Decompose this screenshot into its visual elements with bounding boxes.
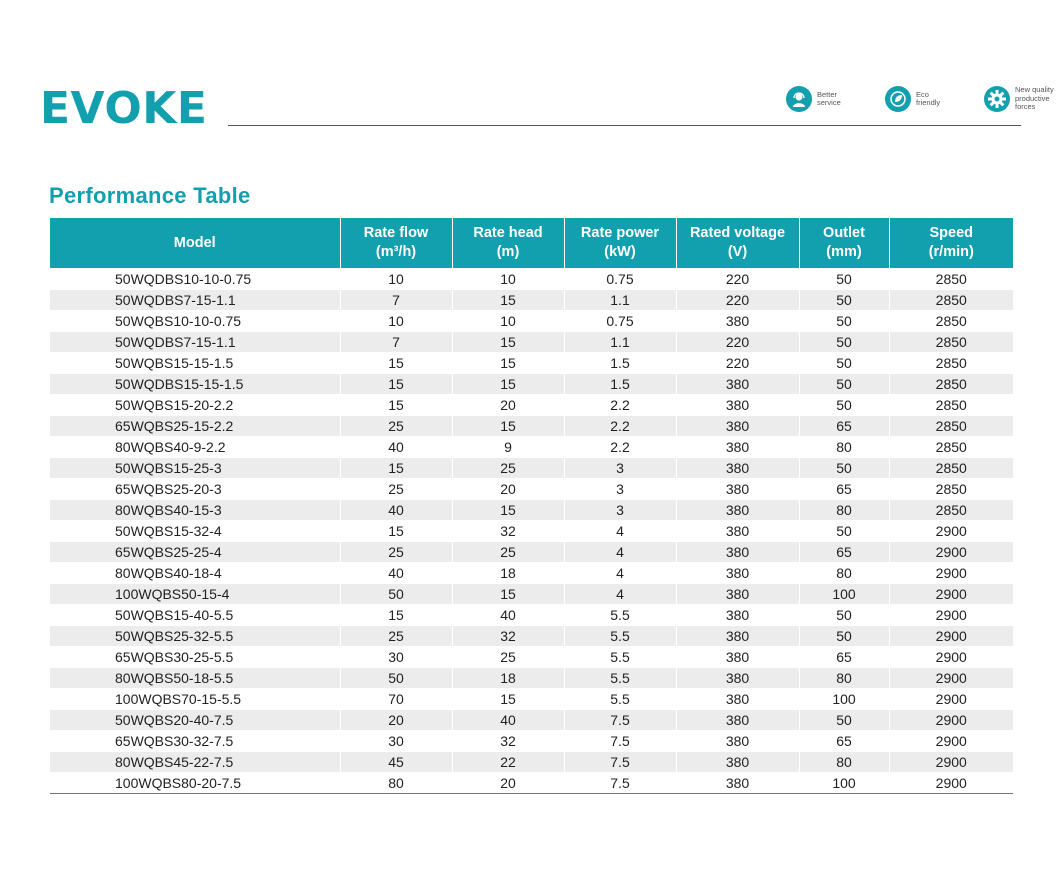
badge-label: Better service [817,89,841,107]
model-cell: 50WQBS15-32-4 [50,521,340,542]
model-cell: 100WQBS80-20-7.5 [50,773,340,794]
rate-head-cell: 20 [452,395,564,416]
column-header-title: Rate head [473,225,543,241]
rated-voltage-cell: 380 [676,458,799,479]
rated-voltage-cell: 380 [676,773,799,794]
outlet-cell: 80 [799,563,889,584]
rate-head-cell: 32 [452,521,564,542]
outlet-cell: 100 [799,689,889,710]
outlet-cell: 50 [799,626,889,647]
speed-cell: 2900 [889,773,1013,794]
table-row [50,605,1013,626]
speed-cell: 2900 [889,752,1013,773]
model-cell: 50WQDBS15-15-1.5 [50,374,340,395]
model-cell: 50WQDBS7-15-1.1 [50,332,340,353]
table-row [50,773,1013,794]
rate-flow-cell: 15 [340,605,452,626]
rate-power-cell: 4 [564,542,676,563]
rate-flow-cell: 15 [340,353,452,374]
rated-voltage-cell: 380 [676,605,799,626]
outlet-cell: 100 [799,773,889,794]
model-cell: 80WQBS50-18-5.5 [50,668,340,689]
rate-flow-cell: 25 [340,542,452,563]
speed-cell: 2900 [889,584,1013,605]
speed-cell: 2900 [889,731,1013,752]
speed-cell: 2900 [889,626,1013,647]
rate-flow-cell: 10 [340,269,452,290]
rate-head-cell: 15 [452,416,564,437]
speed-cell: 2850 [889,479,1013,500]
model-cell: 65WQBS25-15-2.2 [50,416,340,437]
rated-voltage-cell: 380 [676,311,799,332]
model-cell: 65WQBS25-20-3 [50,479,340,500]
rate-flow-cell: 30 [340,647,452,668]
model-cell: 65WQBS25-25-4 [50,542,340,563]
model-cell: 80WQBS40-15-3 [50,500,340,521]
model-cell: 50WQBS10-10-0.75 [50,311,340,332]
outlet-cell: 65 [799,479,889,500]
outlet-cell: 50 [799,710,889,731]
rate-power-cell: 7.5 [564,752,676,773]
table-row [50,479,1013,500]
model-cell: 80WQBS40-18-4 [50,563,340,584]
rate-head-cell: 18 [452,563,564,584]
model-cell: 50WQBS15-25-3 [50,458,340,479]
table-row [50,332,1013,353]
table-row [50,374,1013,395]
rate-head-cell: 15 [452,290,564,311]
rate-flow-cell: 50 [340,584,452,605]
table-row [50,668,1013,689]
rated-voltage-cell: 380 [676,374,799,395]
rate-power-cell: 4 [564,584,676,605]
speed-cell: 2900 [889,521,1013,542]
table-row [50,311,1013,332]
rate-power-cell: 2.2 [564,395,676,416]
rate-power-cell: 1.5 [564,374,676,395]
eco-leaf-icon [885,86,911,112]
rate-flow-cell: 25 [340,416,452,437]
outlet-cell: 80 [799,752,889,773]
badge-new-quality [984,86,1060,112]
rate-power-cell: 3 [564,479,676,500]
rate-head-cell: 25 [452,542,564,563]
rated-voltage-cell: 380 [676,731,799,752]
rate-flow-cell: 40 [340,563,452,584]
speed-cell: 2900 [889,542,1013,563]
model-cell: 50WQDBS7-15-1.1 [50,290,340,311]
badge-label: Eco friendly [916,89,941,107]
speed-cell: 2850 [889,395,1013,416]
column-header-title: Speed [929,225,973,241]
rate-power-cell: 1.1 [564,290,676,311]
model-cell: 50WQBS15-40-5.5 [50,605,340,626]
rated-voltage-cell: 380 [676,752,799,773]
rate-head-cell: 15 [452,689,564,710]
rated-voltage-cell: 220 [676,269,799,290]
rate-head-cell: 10 [452,311,564,332]
rate-power-cell: 2.2 [564,437,676,458]
header-divider [228,125,1021,126]
table-row [50,500,1013,521]
badge-better-service [786,86,865,112]
rate-power-cell: 3 [564,458,676,479]
column-header-unit: (V) [727,244,748,260]
column-header [50,218,340,269]
rate-head-cell: 9 [452,437,564,458]
table-row [50,521,1013,542]
outlet-cell: 65 [799,416,889,437]
outlet-cell: 50 [799,605,889,626]
rate-head-cell: 15 [452,584,564,605]
performance-table [50,218,1013,794]
speed-cell: 2850 [889,374,1013,395]
outlet-cell: 80 [799,668,889,689]
brand-logo: EVOKE [40,83,208,134]
table-row [50,458,1013,479]
speed-cell: 2900 [889,605,1013,626]
rate-flow-cell: 7 [340,290,452,311]
outlet-cell: 80 [799,437,889,458]
rate-head-cell: 15 [452,332,564,353]
column-header-unit: (m) [496,244,520,260]
rate-head-cell: 22 [452,752,564,773]
speed-cell: 2850 [889,269,1013,290]
model-cell: 50WQBS25-32-5.5 [50,626,340,647]
outlet-cell: 50 [799,353,889,374]
rate-power-cell: 0.75 [564,269,676,290]
rate-flow-cell: 45 [340,752,452,773]
outlet-cell: 80 [799,500,889,521]
rate-head-cell: 32 [452,731,564,752]
outlet-cell: 65 [799,542,889,563]
column-header-unit: (m³/h) [375,244,417,260]
column-header [340,218,452,269]
column-header-title: Model [173,234,216,251]
speed-cell: 2900 [889,689,1013,710]
column-header [799,218,889,269]
outlet-cell: 50 [799,458,889,479]
rate-power-cell: 1.1 [564,332,676,353]
speed-cell: 2850 [889,332,1013,353]
rated-voltage-cell: 380 [676,647,799,668]
column-header-title: Outlet [823,225,865,241]
speed-cell: 2850 [889,311,1013,332]
outlet-cell: 50 [799,290,889,311]
model-cell: 65WQBS30-32-7.5 [50,731,340,752]
outlet-cell: 50 [799,374,889,395]
column-header [676,218,799,269]
table-row [50,626,1013,647]
rated-voltage-cell: 380 [676,395,799,416]
rated-voltage-cell: 380 [676,710,799,731]
rate-head-cell: 32 [452,626,564,647]
rate-head-cell: 20 [452,479,564,500]
table-row [50,353,1013,374]
speed-cell: 2850 [889,416,1013,437]
rated-voltage-cell: 220 [676,353,799,374]
rate-flow-cell: 15 [340,521,452,542]
rated-voltage-cell: 380 [676,521,799,542]
table-row [50,542,1013,563]
rate-flow-cell: 50 [340,668,452,689]
rate-power-cell: 7.5 [564,710,676,731]
model-cell: 80WQBS40-9-2.2 [50,437,340,458]
rate-head-cell: 40 [452,605,564,626]
rate-flow-cell: 25 [340,479,452,500]
rate-flow-cell: 80 [340,773,452,794]
headset-service-icon [786,86,812,112]
rate-power-cell: 7.5 [564,773,676,794]
table-row [50,647,1013,668]
table-row [50,437,1013,458]
rate-power-cell: 2.2 [564,416,676,437]
rate-flow-cell: 15 [340,374,452,395]
outlet-cell: 50 [799,521,889,542]
rate-power-cell: 4 [564,563,676,584]
rate-power-cell: 5.5 [564,689,676,710]
table-body [50,269,1013,794]
rate-power-cell: 5.5 [564,668,676,689]
model-cell: 50WQBS20-40-7.5 [50,710,340,731]
rate-flow-cell: 15 [340,458,452,479]
speed-cell: 2900 [889,563,1013,584]
rated-voltage-cell: 380 [676,563,799,584]
table-row [50,395,1013,416]
rate-flow-cell: 70 [340,689,452,710]
table-header-row [50,218,1013,269]
rated-voltage-cell: 380 [676,416,799,437]
speed-cell: 2850 [889,437,1013,458]
rated-voltage-cell: 220 [676,332,799,353]
rated-voltage-cell: 380 [676,626,799,647]
outlet-cell: 50 [799,269,889,290]
model-cell: 65WQBS30-25-5.5 [50,647,340,668]
outlet-cell: 50 [799,311,889,332]
outlet-cell: 65 [799,731,889,752]
gear-icon [984,86,1010,112]
rated-voltage-cell: 380 [676,437,799,458]
badge-label: New quality productive forces [1015,85,1054,112]
table-row [50,752,1013,773]
speed-cell: 2900 [889,647,1013,668]
column-header [452,218,564,269]
rated-voltage-cell: 380 [676,584,799,605]
table-row [50,290,1013,311]
rate-head-cell: 18 [452,668,564,689]
rate-power-cell: 5.5 [564,647,676,668]
rate-head-cell: 15 [452,374,564,395]
rated-voltage-cell: 380 [676,479,799,500]
column-header-unit: (kW) [604,244,636,260]
table-row [50,584,1013,605]
column-header-title: Rate flow [363,225,429,241]
rate-head-cell: 40 [452,710,564,731]
section-title: Performance Table [49,183,251,208]
speed-cell: 2850 [889,458,1013,479]
model-cell: 100WQBS70-15-5.5 [50,689,340,710]
outlet-cell: 100 [799,584,889,605]
rate-head-cell: 25 [452,647,564,668]
speed-cell: 2900 [889,668,1013,689]
rate-power-cell: 4 [564,521,676,542]
table-row [50,689,1013,710]
feature-badges [786,86,1060,112]
table-row [50,710,1013,731]
speed-cell: 2850 [889,290,1013,311]
rate-flow-cell: 40 [340,500,452,521]
model-cell: 50WQBS15-20-2.2 [50,395,340,416]
model-cell: 50WQDBS10-10-0.75 [50,269,340,290]
column-header [564,218,676,269]
speed-cell: 2850 [889,500,1013,521]
rate-flow-cell: 15 [340,395,452,416]
column-header-title: Rated voltage [689,225,786,241]
rate-head-cell: 25 [452,458,564,479]
rated-voltage-cell: 380 [676,689,799,710]
rate-power-cell: 3 [564,500,676,521]
rate-head-cell: 20 [452,773,564,794]
rate-flow-cell: 10 [340,311,452,332]
badge-eco-friendly [885,86,964,112]
rate-head-cell: 10 [452,269,564,290]
rated-voltage-cell: 380 [676,668,799,689]
rate-flow-cell: 40 [340,437,452,458]
outlet-cell: 65 [799,647,889,668]
column-header-title: Rate power [580,225,660,241]
rate-flow-cell: 20 [340,710,452,731]
table-row [50,416,1013,437]
rated-voltage-cell: 380 [676,500,799,521]
rate-head-cell: 15 [452,353,564,374]
rate-power-cell: 0.75 [564,311,676,332]
rate-power-cell: 7.5 [564,731,676,752]
model-cell: 100WQBS50-15-4 [50,584,340,605]
rate-power-cell: 5.5 [564,626,676,647]
column-header [889,218,1013,269]
column-header-unit: (r/min) [928,244,974,260]
rate-flow-cell: 7 [340,332,452,353]
rate-flow-cell: 30 [340,731,452,752]
rated-voltage-cell: 220 [676,290,799,311]
table-row [50,269,1013,290]
column-header-unit: (mm) [826,244,862,260]
rated-voltage-cell: 380 [676,542,799,563]
model-cell: 80WQBS45-22-7.5 [50,752,340,773]
rate-power-cell: 1.5 [564,353,676,374]
outlet-cell: 50 [799,332,889,353]
rate-flow-cell: 25 [340,626,452,647]
outlet-cell: 50 [799,395,889,416]
table-row [50,731,1013,752]
speed-cell: 2900 [889,710,1013,731]
model-cell: 50WQBS15-15-1.5 [50,353,340,374]
rate-power-cell: 5.5 [564,605,676,626]
table-row [50,563,1013,584]
speed-cell: 2850 [889,353,1013,374]
rate-head-cell: 15 [452,500,564,521]
